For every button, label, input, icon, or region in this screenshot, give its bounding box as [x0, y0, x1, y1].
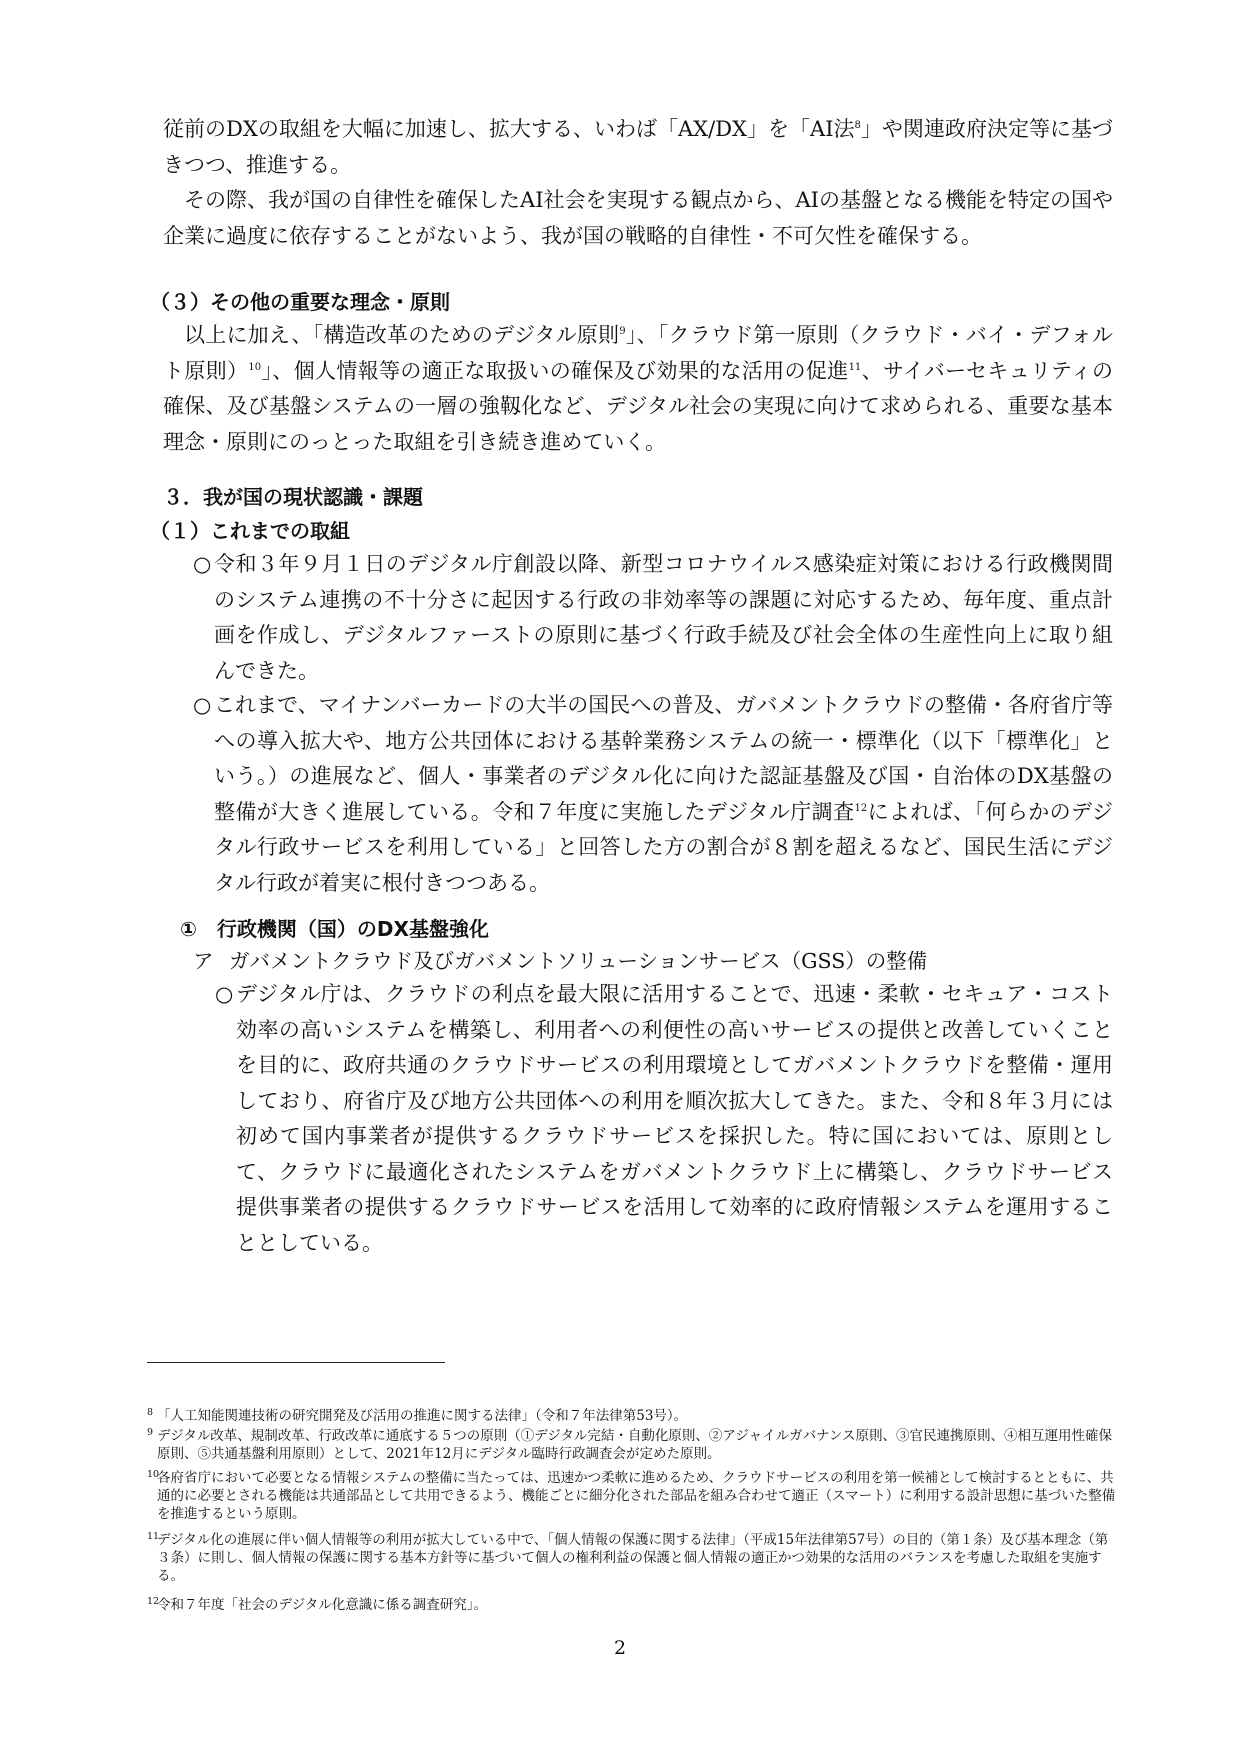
list-item-text: デジタル庁は、クラウドの利点を最大限に活用することで、迅速・柔軟・セキュア・コスト効率の高いシステムを構築し、利用者への利便性の高いサービスの提供と改善していくことを目的に、政府共通のクラウドサービスの利用環境としてガバメントクラウドを整備・運用しており、府省庁及び地方公共団体への利用を順次拡大してきた。また、令和８年３月には初めて国内事業者が提供するクラウドサービスを採択した。特に国においては、原則として、クラウドに最適化されたシステムをガバメントクラウド上に構築し、クラウドサービス提供事業者の提供するクラウドサービスを活用して効率的に政府情報システムを運用することとしている。	[236, 982, 1113, 1255]
subsection-heading-circled-1: ① 行政機関（国）のDX基盤強化	[180, 917, 489, 941]
bullet-circle-icon: ○	[193, 552, 212, 576]
sub-item-marker: ア	[193, 949, 214, 973]
section-heading-3: ３．我が国の現状認識・課題	[163, 485, 423, 509]
list-item	[215, 977, 1113, 1261]
footnote-9: 9 デジタル改革、規制改革、行政改革に通底する５つの原則（①デジタル完結・自動化原則、②アジャイルガバナンス原則、③官民連携原則、④相互運用性確保原則、⑤共通基盤利用原則）として、2021年12月にデジタル臨時行政調査会が定めた原則。	[147, 1427, 1112, 1462]
bullet-circle-icon: ○	[215, 982, 234, 1006]
list-item	[193, 688, 1113, 901]
page-number: 2	[613, 1637, 627, 1659]
footnote-ref-8[interactable]: 8	[854, 120, 861, 131]
intro-paragraph-2: その際、我が国の自律性を確保したAI社会を実現する観点から、AIの基盤となる機能を特定の国や企業に過度に依存することがないよう、我が国の戦略的自律性・不可欠性を確保する。	[163, 188, 1113, 248]
list-item-text: 令和３年９月１日のデジタル庁創設以降、新型コロナウイルス感染症対策における行政機関間のシステム連携の不十分さに起因する行政の非効率等の課題に対応するため、毎年度、重点計画を作成し、デジタルファーストの原則に基づく行政手続及び社会全体の生産性向上に取り組んできた。	[214, 552, 1113, 683]
footnote-ref-10[interactable]: 10	[248, 361, 262, 373]
footnote-12: 12 令和７年度「社会のデジタル化意識に係る調査研究」。	[147, 1596, 487, 1613]
footnote-divider	[147, 1362, 445, 1363]
section-heading-3-3: （３）その他の重要な理念・原則	[150, 290, 450, 314]
footnote-ref-9[interactable]: 9	[619, 326, 626, 337]
intro-paragraph-1: 従前のDXの取組を大幅に加速し、拡大する、いわば「AX/DX」を「AI法$^8$」や関連政府決定等に基づきつつ、推進する。	[163, 117, 1114, 177]
footnote-ref-12[interactable]: 12	[854, 802, 868, 814]
sub-item-title: ガバメントクラウド及びガバメントソリューションサービス（GSS）の整備	[229, 949, 928, 973]
footnote-10: 10 各府省庁において必要となる情報システムの整備に当たっては、迅速かつ柔軟に進めるため、クラウドサービスの利用を第一候補として検討するとともに、共通的に必要とされる機能は共通部品として共用できるよう、機能ごとに細分化された部品を組み合わせて適正（スマート）に利用する設計思想に基づいた整備を推進するという原則。	[147, 1469, 1116, 1522]
list-item	[193, 547, 1113, 689]
subsection-heading-1: （１）これまでの取組	[150, 519, 350, 543]
footnote-ref-11[interactable]: 11	[848, 361, 862, 373]
bullet-circle-icon: ○	[193, 693, 212, 717]
sub-item-heading	[193, 946, 927, 976]
list-item-text: これまで、マイナンバーカードの大半の国民への普及、ガバメントクラウドの整備・各府省庁等への導入拡大や、地方公共団体における基幹業務システムの統一・標準化（以下「標準化」という。）の進展など、個人・事業者のデジタル化に向けた認証基盤及び国・自治体のDX基盤の整備が大きく進展している。令和７年度に実施したデジタル庁調査$^{12}$によれば、「何らかのデジタル行政サービスを利用している」と回答した方の割合が８割を超えるなど、国民生活にデジタル行政が着実に根付きつつある。	[214, 693, 1113, 895]
section-3-3-paragraph: 以上に加え、「構造改革のためのデジタル原則$^9$」、「クラウド第一原則（クラウド・バイ・デフォルト原則）$^{10}$」、個人情報等の適正な取扱いの確保及び効果的な活用の促進$^{11}$、サイバーセキュリティの確保、及び基盤システムの一層の強靱化など、デジタル社会の実現に向けて求められる、重要な基本理念・原則にのっとった取組を引き続き進めていく。	[163, 323, 1114, 454]
footnote-11: 11 デジタル化の進展に伴い個人情報等の利用が拡大している中で、「個人情報の保護に関する法律」（平成15年法律第57号）の目的（第１条）及び基本理念（第３条）に則し、個人情報の保護に関する基本方針等に基づいて個人の権利利益の保護と個人情報の適正かつ効果的な活用のバランスを考慮した取組を実施する。	[147, 1531, 1109, 1584]
footnote-8: 8 「人工知能関連技術の研究開発及び活用の推進に関する法律」（令和７年法律第53号）。	[147, 1407, 688, 1424]
